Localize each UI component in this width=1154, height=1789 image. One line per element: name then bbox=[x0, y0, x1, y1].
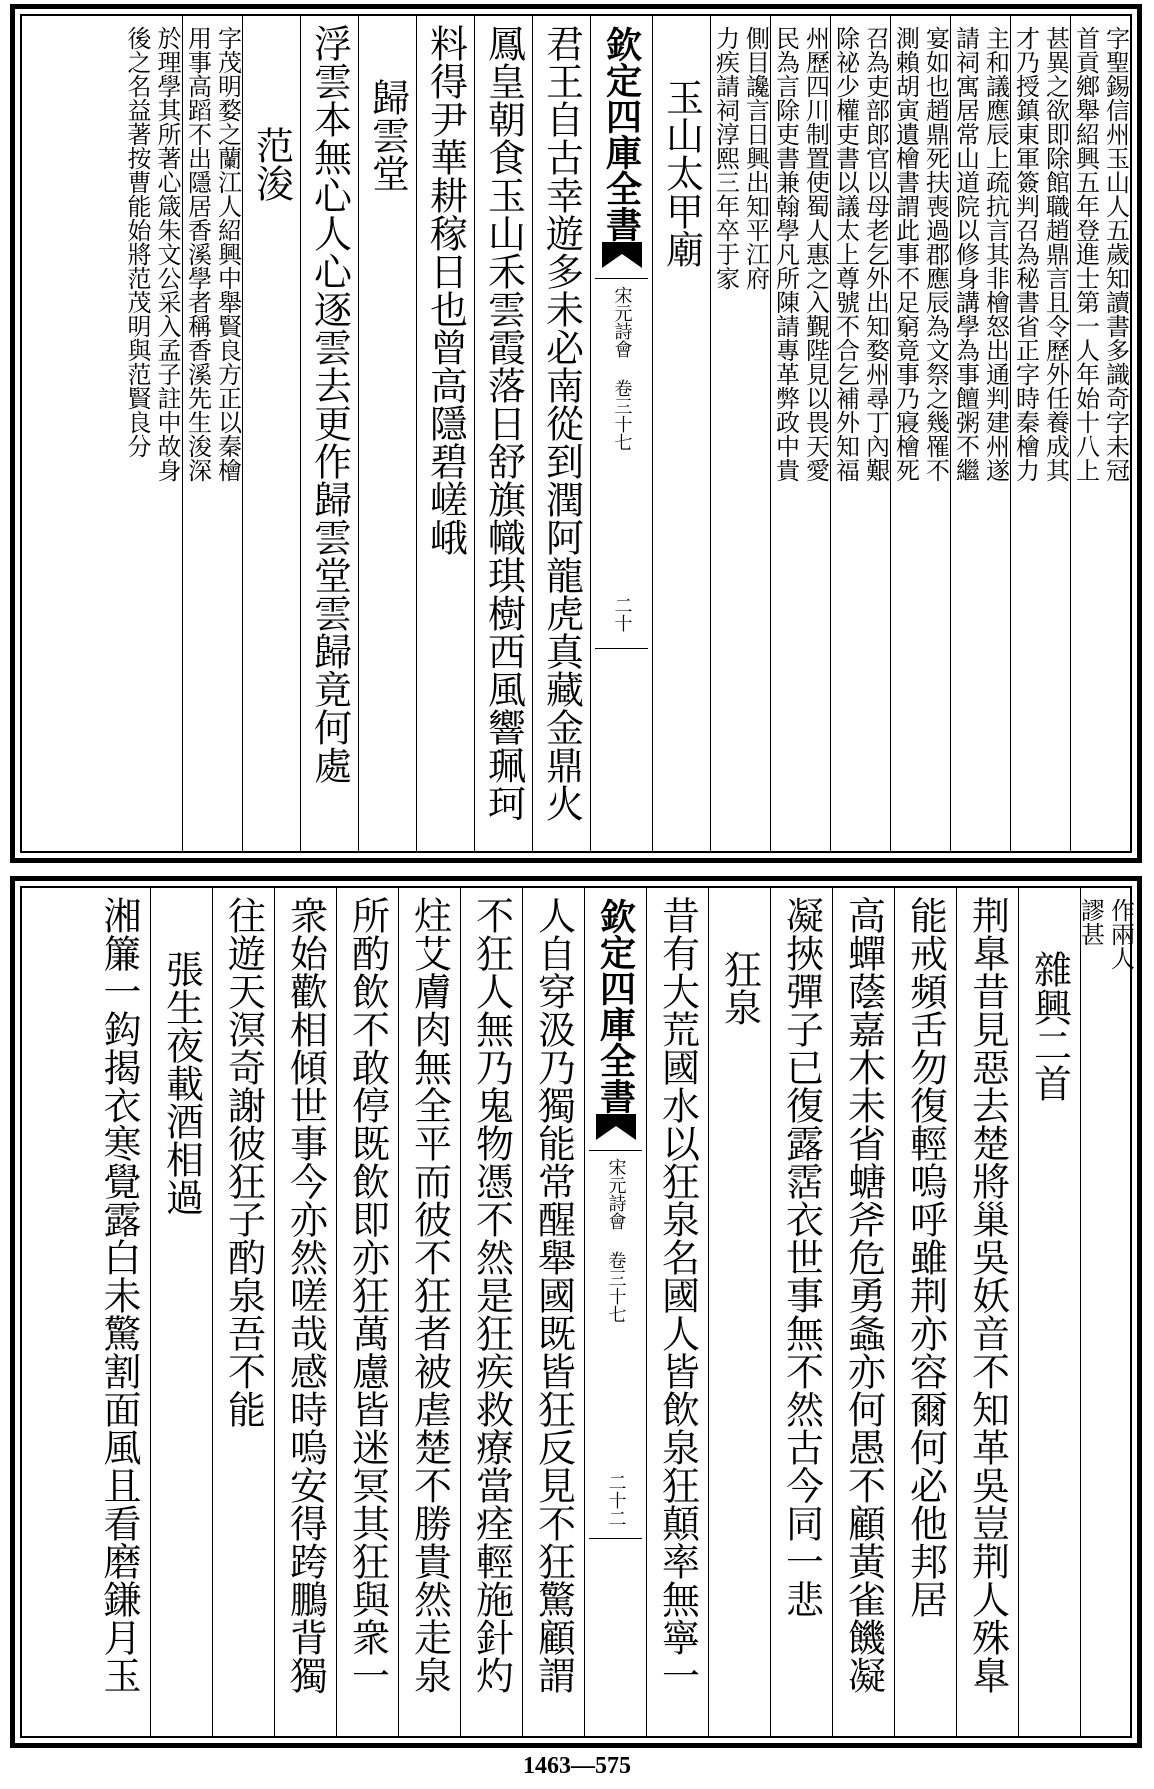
annotation-line: 除祕少權吏書以議太上尊號不合乞補外知福 bbox=[831, 26, 860, 482]
text-column bbox=[956, 888, 1018, 1736]
poem-title: 張生夜載酒相過 bbox=[159, 950, 204, 1216]
poem-line: 湘簾一鈎揭衣寒覺露白未驚割面風且看磨鎌月玉 bbox=[97, 896, 141, 1694]
annotation-pair bbox=[891, 16, 950, 851]
annotation-column bbox=[1076, 888, 1135, 1736]
annotation-line: 力疾請祠淳熙三年卒于家 bbox=[711, 26, 740, 290]
text-column bbox=[708, 888, 770, 1736]
text-column bbox=[652, 16, 710, 851]
leaf-number: 二十二 bbox=[605, 1473, 627, 1527]
annotation-column bbox=[770, 16, 830, 851]
poem-line: 料得尹華耕稼日也曾高隱碧嵯峨 bbox=[423, 24, 468, 556]
annotation-pair bbox=[771, 16, 830, 851]
text-column bbox=[894, 888, 956, 1736]
annotation-column bbox=[830, 16, 890, 851]
text-column bbox=[358, 16, 416, 851]
poem-line: 人自穿汲乃獨能常醒舉國既皆狂反見不狂驚顧謂 bbox=[531, 896, 576, 1694]
fold-rule bbox=[595, 278, 648, 279]
annotation-line: 側目讒言日興出知平江府 bbox=[741, 26, 770, 290]
text-column bbox=[474, 16, 532, 851]
book-title-caption: 欽定四庫全書 bbox=[594, 898, 637, 1114]
poem-line: 君王自古幸遊多未必南從到潤阿龍虎真藏金鼎火 bbox=[539, 24, 584, 822]
text-column bbox=[770, 888, 832, 1736]
fishtail-mark-icon bbox=[600, 240, 644, 270]
book-title-caption: 欽定四庫全書 bbox=[600, 26, 643, 242]
bottom-page-frame bbox=[20, 886, 1135, 1738]
annotation-line: 字聖錫信州玉山人五歲知讀書多識奇字未冠 bbox=[1101, 26, 1130, 482]
text-column bbox=[274, 888, 336, 1736]
annotation-line: 甚異之欲即除館職趙鼎言且令歷外任養成其 bbox=[1041, 26, 1070, 482]
text-column bbox=[416, 16, 474, 851]
text-column bbox=[460, 888, 522, 1736]
poem-line: 炷艾膚肉無全平而彼不狂者被虐楚不勝貴然走泉 bbox=[407, 896, 452, 1694]
annotation-line: 召為吏部郎官以母老乞外出知婺州尋丁內艱 bbox=[861, 26, 890, 482]
leaf-number: 二十 bbox=[611, 596, 633, 632]
poem-title: 范浚 bbox=[249, 126, 294, 202]
poem-line: 衆始歡相傾世事今亦然嗟哉感時嗚安得跨鵬背獨 bbox=[283, 896, 328, 1694]
poem-title: 雜興二首 bbox=[1027, 950, 1072, 1102]
top-page-columns bbox=[22, 16, 1130, 851]
poem-title: 玉山太甲廟 bbox=[659, 78, 704, 268]
center-fold-column bbox=[590, 16, 652, 851]
poem-line: 荆臯昔見惡去楚將巢吳妖音不知革吳豈荆人殊臯 bbox=[965, 896, 1010, 1694]
annotation-column bbox=[122, 16, 182, 851]
poem-line: 高蟬蔭嘉木未省螗斧危勇螽亦何愚不顧黃雀饑凝 bbox=[841, 896, 886, 1694]
page-footer-number: 1463—575 bbox=[523, 1753, 631, 1779]
annotation-pair bbox=[183, 16, 242, 851]
poem-line: 鳳皇朝食玉山禾雲霞落日舒旗幟琪樹西風響珮珂 bbox=[481, 24, 526, 822]
poem-line: 所酌飲不敢停既飲即亦狂萬慮皆迷冥其狂與衆一 bbox=[345, 896, 390, 1694]
top-page bbox=[10, 4, 1142, 863]
fold-rule bbox=[589, 1150, 642, 1151]
annotation-column bbox=[1010, 16, 1070, 851]
bottom-page bbox=[10, 876, 1142, 1748]
fishtail-mark-icon bbox=[594, 1112, 638, 1142]
poem-line: 往遊天溟奇謝彼狂子酌泉吾不能 bbox=[221, 896, 266, 1428]
text-column bbox=[88, 888, 150, 1736]
annotation-line: 用事高蹈不出隱居香溪學者稱香溪先生浚深 bbox=[183, 26, 212, 482]
annotation-pair bbox=[1071, 16, 1130, 851]
annotation-column bbox=[1070, 16, 1130, 851]
annotation-line: 州歷四川制置使蜀人惠之入覲陛見以畏天愛 bbox=[801, 26, 830, 482]
bottom-page-columns bbox=[22, 888, 1135, 1736]
annotation-line: 謬甚 bbox=[1076, 898, 1105, 946]
annotation-line: 主和議應辰上疏抗言其非檜怒出通判建州遂 bbox=[981, 26, 1010, 482]
poem-line: 不狂人無乃鬼物憑不然是狂疾救療當痊輕施針灼 bbox=[469, 896, 514, 1694]
text-column bbox=[1018, 888, 1080, 1736]
poem-line: 能戒頻舌勿復輕嗚呼雖荆亦容爾何必他邦居 bbox=[903, 896, 948, 1618]
text-column bbox=[300, 16, 358, 851]
annotation-pair bbox=[711, 16, 770, 851]
annotation-line: 字茂明婺之蘭江人紹興中舉賢良方正以秦檜 bbox=[213, 26, 242, 482]
poem-line: 昔有大荒國水以狂泉名國人皆飲泉狂顛率無寧一 bbox=[655, 896, 700, 1694]
annotation-line: 測賴胡寅遺檜書謂此事不足窮竟事乃寢檜死 bbox=[891, 26, 920, 482]
annotation-pair bbox=[125, 16, 179, 851]
text-column bbox=[646, 888, 708, 1736]
annotation-column bbox=[710, 16, 770, 851]
text-column bbox=[336, 888, 398, 1736]
annotation-column bbox=[950, 16, 1010, 851]
fold-rule-lower bbox=[589, 1538, 642, 1539]
poem-title: 狂泉 bbox=[717, 950, 762, 1026]
annotation-pair bbox=[951, 16, 1010, 851]
poem-title: 歸雲堂 bbox=[365, 78, 410, 192]
annotation-line: 民為言除吏書兼翰學凡所陳請專革弊政中貴 bbox=[771, 26, 800, 482]
text-column bbox=[242, 16, 300, 851]
annotation-line: 於理學其所著心箴朱文公采入孟子註中故身 bbox=[153, 26, 181, 482]
volume-label: 宋元詩會 卷三十七 bbox=[605, 1158, 627, 1323]
annotation-line: 作兩人 bbox=[1106, 898, 1135, 970]
annotation-pair bbox=[831, 16, 890, 851]
annotation-line: 才乃授鎮東軍簽判召為秘書省正字時秦檜力 bbox=[1011, 26, 1040, 482]
annotation-column bbox=[182, 16, 242, 851]
annotation-line: 宴如也趙鼎死扶喪過郡應辰為文祭之幾罹不 bbox=[921, 26, 950, 482]
annotation-column bbox=[890, 16, 950, 851]
annotation-pair bbox=[1076, 888, 1135, 1736]
fold-rule-lower bbox=[595, 648, 648, 649]
text-column bbox=[522, 888, 584, 1736]
poem-line: 凝挾彈子已復露霑衣世事無不然古今同一悲 bbox=[779, 896, 824, 1618]
volume-label: 宋元詩會 卷三十七 bbox=[611, 286, 633, 451]
poem-line: 浮雲本無心人心逐雲去更作歸雲堂雲歸竟何處 bbox=[307, 24, 352, 784]
center-fold-column bbox=[584, 888, 646, 1736]
text-column bbox=[212, 888, 274, 1736]
text-column bbox=[832, 888, 894, 1736]
annotation-line: 首貢鄉舉紹興五年登進士第一人年始十八上 bbox=[1071, 26, 1100, 482]
annotation-pair bbox=[1011, 16, 1070, 851]
annotation-line: 請祠寓居常山道院以修身講學為事饘粥不繼 bbox=[951, 26, 980, 482]
annotation-line: 後之名益著按曹能始將范茂明與范賢良分 bbox=[123, 26, 151, 458]
text-column bbox=[398, 888, 460, 1736]
text-column bbox=[532, 16, 590, 851]
top-page-frame bbox=[20, 14, 1132, 853]
text-column bbox=[150, 888, 212, 1736]
